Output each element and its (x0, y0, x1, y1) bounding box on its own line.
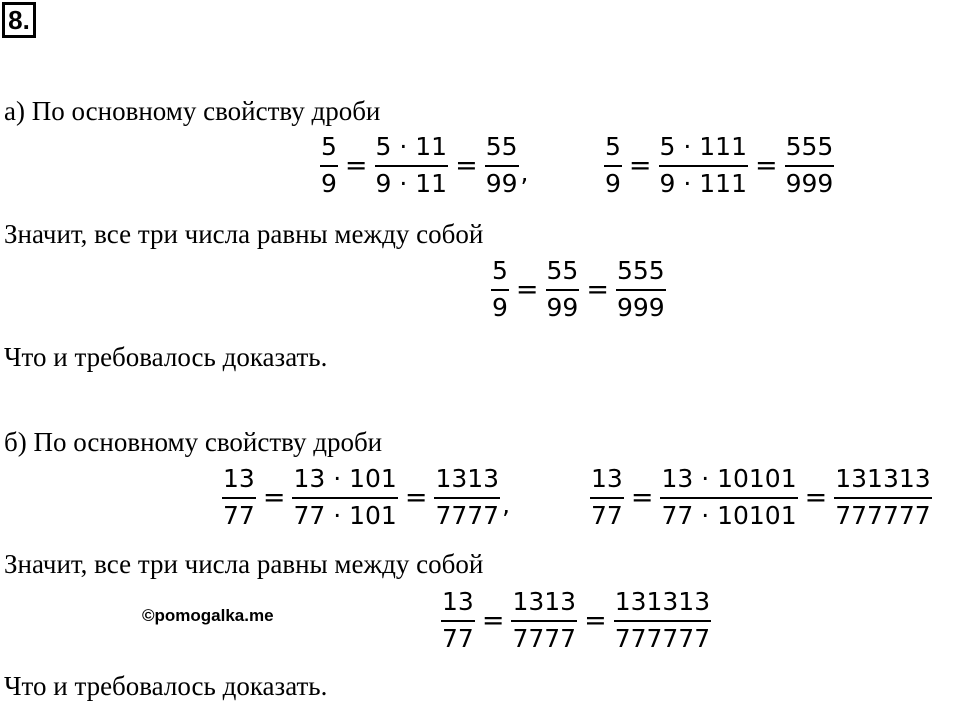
part-b-qed: Что и требовалось доказать. (4, 671, 328, 701)
equals-sign: = (515, 274, 539, 305)
equals-sign: = (344, 150, 368, 181)
problem-number: 8. (2, 2, 36, 38)
fraction: $\frac{131313}{777777}$ (614, 587, 711, 653)
part-a-intro: а) По основному свойству дроби (4, 96, 381, 126)
part-b-equation-2 (588, 464, 934, 531)
fraction: $\frac{5}{9}$ (605, 132, 621, 198)
fraction: $\frac{5}{9}$ (321, 132, 337, 198)
fraction: $\frac{13 \cdot 10101}{77 \cdot 10101}$ (661, 464, 797, 530)
equals-sign: = (481, 605, 505, 636)
fraction: $\frac{1313}{7777}$ (512, 587, 577, 653)
fraction: $\frac{131313}{777777}$ (835, 464, 931, 530)
comma: , (520, 158, 529, 187)
part-a-equation-2 (602, 132, 836, 199)
fraction: $\frac{5 \cdot 111}{9 \cdot 111}$ (659, 132, 747, 198)
fraction: $\frac{13}{77}$ (442, 587, 474, 653)
equals-sign: = (628, 150, 652, 181)
fraction: $\frac{5}{9}$ (492, 256, 508, 322)
part-a-conclusion: Значит, все три числа равны между собой (4, 219, 484, 249)
fraction: $\frac{1313}{7777}$ (435, 464, 500, 530)
fraction: $\frac{555}{999}$ (785, 132, 834, 198)
equals-sign: = (755, 150, 778, 181)
part-b-equation-1 (220, 464, 510, 531)
equals-sign: = (804, 482, 828, 513)
part-b-equation-3 (439, 587, 713, 654)
fraction: $\frac{5 \cdot 11}{9 \cdot 11}$ (375, 132, 448, 198)
fraction: $\frac{55}{99}$ (546, 256, 579, 322)
equals-sign: = (586, 274, 609, 305)
part-a-equation-3 (489, 256, 668, 323)
part-a-equation-1 (318, 132, 528, 199)
equals-sign: = (262, 482, 286, 513)
fraction: $\frac{13}{77}$ (591, 464, 623, 530)
comma: , (502, 490, 511, 519)
fraction: $\frac{13}{77}$ (223, 464, 255, 530)
part-b-conclusion: Значит, все три числа равны между собой (4, 549, 484, 579)
equals-sign: = (630, 482, 654, 513)
fraction: $\frac{13 \cdot 101}{77 \cdot 101}$ (293, 464, 397, 530)
watermark: ©pomogalka.me (142, 606, 274, 625)
equals-sign: = (584, 605, 607, 636)
part-a-qed: Что и требовалось доказать. (4, 342, 328, 372)
part-b-intro: б) По основному свойству дроби (4, 427, 383, 457)
equals-sign: = (455, 150, 478, 181)
equals-sign: = (404, 482, 428, 513)
fraction: $\frac{55}{99}$ (485, 132, 518, 198)
fraction: $\frac{555}{999}$ (616, 256, 665, 322)
